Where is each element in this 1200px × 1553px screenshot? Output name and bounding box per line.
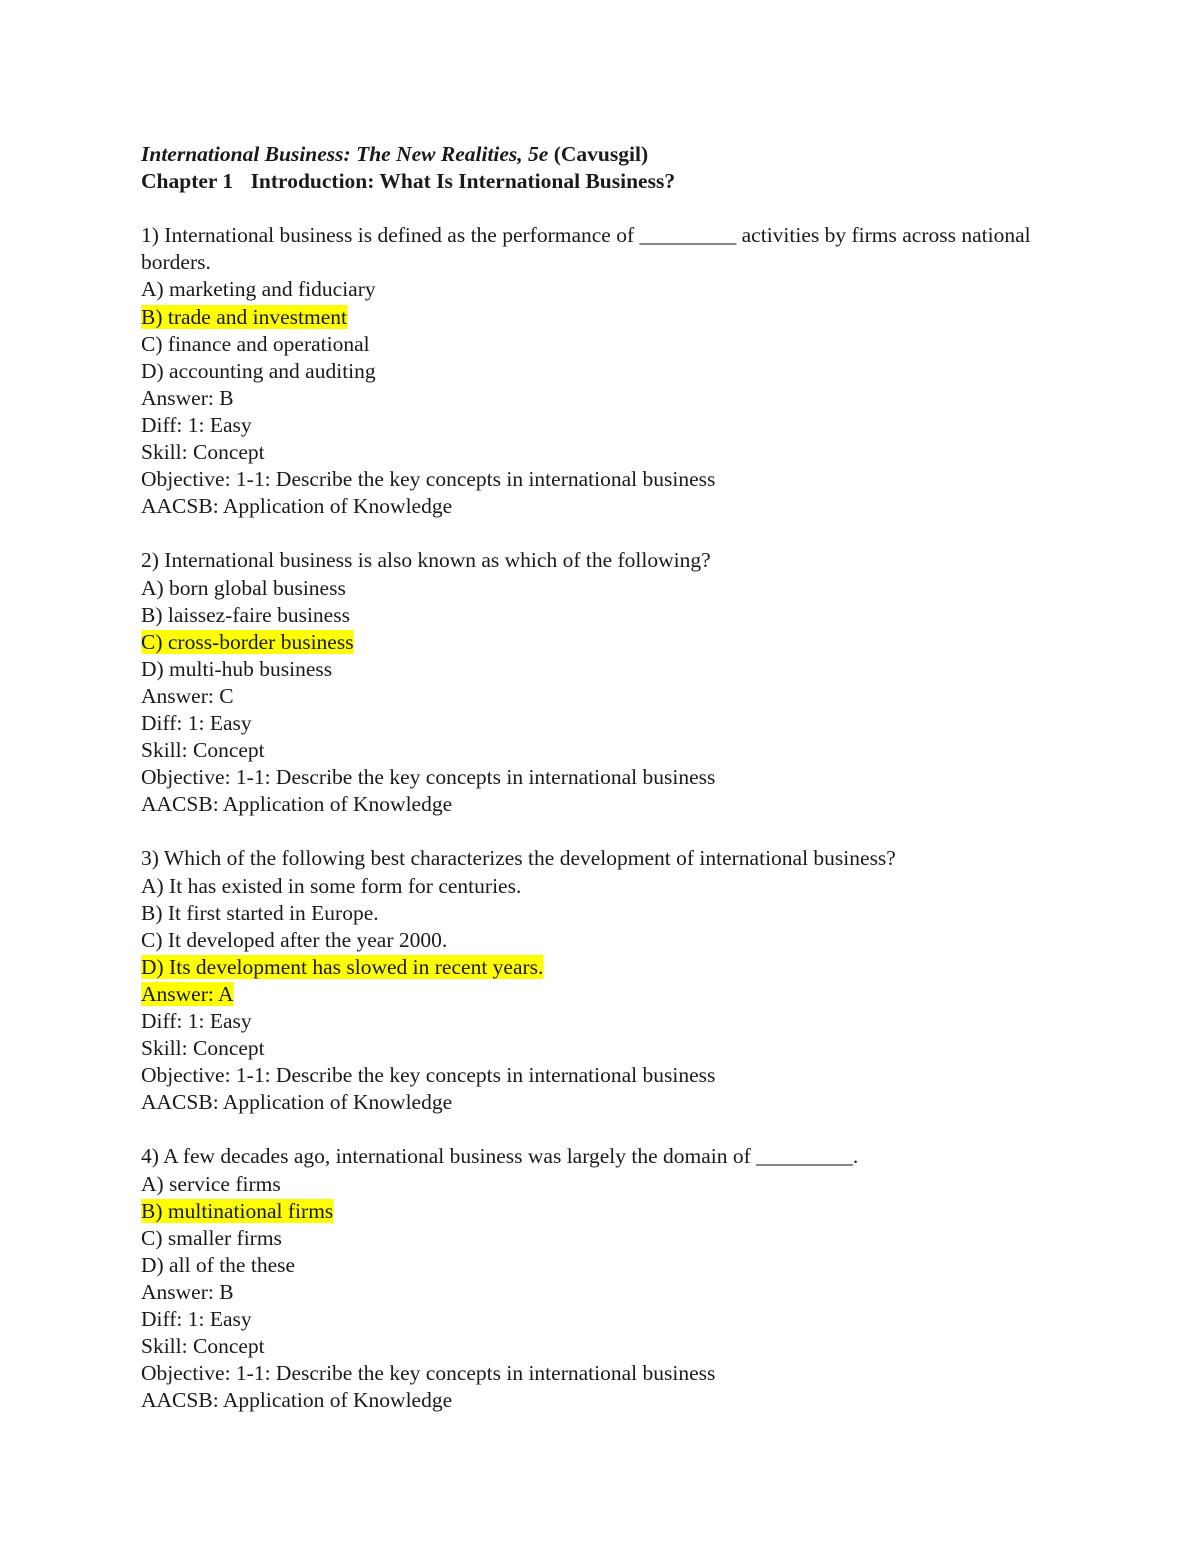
option-a: A) marketing and fiduciary [141, 277, 376, 302]
book-title-line [141, 141, 1081, 168]
answer: Answer: C [141, 683, 234, 708]
option-b: B) It first started in Europe. [141, 900, 379, 925]
option-d-highlighted: D) Its development has slowed in recent years. [141, 954, 544, 979]
option-c: C) It developed after the year 2000. [141, 927, 448, 952]
answer-highlighted: Answer: A [141, 981, 234, 1006]
objective: Objective: 1-1: Describe the key concepts in international business [141, 467, 716, 492]
answer: Answer: B [141, 1279, 234, 1304]
question-2 [141, 547, 1081, 818]
aacsb: AACSB: Application of Knowledge [141, 494, 453, 519]
book-author: (Cavusgil) [553, 142, 649, 166]
option-c-highlighted: C) cross-border business [141, 629, 354, 654]
skill: Skill: Concept [141, 738, 265, 763]
difficulty: Diff: 1: Easy [141, 412, 252, 437]
question-1 [141, 222, 1081, 520]
option-a: A) service firms [141, 1171, 281, 1196]
question-stem: 2) International business is also known as which of the following? [141, 548, 711, 573]
answer: Answer: B [141, 385, 234, 410]
option-b: B) laissez-faire business [141, 602, 350, 627]
skill: Skill: Concept [141, 1036, 265, 1061]
book-title: International Business: The New Realities, 5e [141, 142, 549, 166]
aacsb: AACSB: Application of Knowledge [141, 1090, 453, 1115]
objective: Objective: 1-1: Describe the key concepts in international business [141, 1361, 716, 1386]
objective: Objective: 1-1: Describe the key concepts in international business [141, 1063, 716, 1088]
question-stem: 1) International business is defined as the performance of _________ activities by firms across national borders. [141, 223, 1031, 275]
chapter-label: Chapter 1 [141, 169, 234, 194]
aacsb: AACSB: Application of Knowledge [141, 792, 453, 817]
option-b-highlighted: B) trade and investment [141, 304, 347, 329]
document-page [141, 141, 1081, 1414]
question-4 [141, 1143, 1081, 1414]
difficulty: Diff: 1: Easy [141, 710, 252, 735]
question-3 [141, 845, 1081, 1116]
question-stem: 4) A few decades ago, international business was largely the domain of _________. [141, 1144, 859, 1169]
difficulty: Diff: 1: Easy [141, 1307, 252, 1332]
skill: Skill: Concept [141, 1334, 265, 1359]
aacsb: AACSB: Application of Knowledge [141, 1388, 453, 1413]
option-d: D) multi-hub business [141, 656, 333, 681]
chapter-title: Introduction: What Is International Business? [250, 169, 676, 194]
option-c: C) finance and operational [141, 331, 370, 356]
objective: Objective: 1-1: Describe the key concepts in international business [141, 765, 716, 790]
option-d: D) all of the these [141, 1252, 296, 1277]
option-d: D) accounting and auditing [141, 358, 376, 383]
chapter-heading [141, 168, 1081, 195]
skill: Skill: Concept [141, 440, 265, 465]
question-stem: 3) Which of the following best characterizes the development of international business? [141, 846, 896, 871]
option-c: C) smaller firms [141, 1225, 282, 1250]
option-a: A) born global business [141, 575, 346, 600]
difficulty: Diff: 1: Easy [141, 1009, 252, 1033]
option-b-highlighted: B) multinational firms [141, 1198, 334, 1223]
option-a: A) It has existed in some form for centuries. [141, 873, 522, 898]
